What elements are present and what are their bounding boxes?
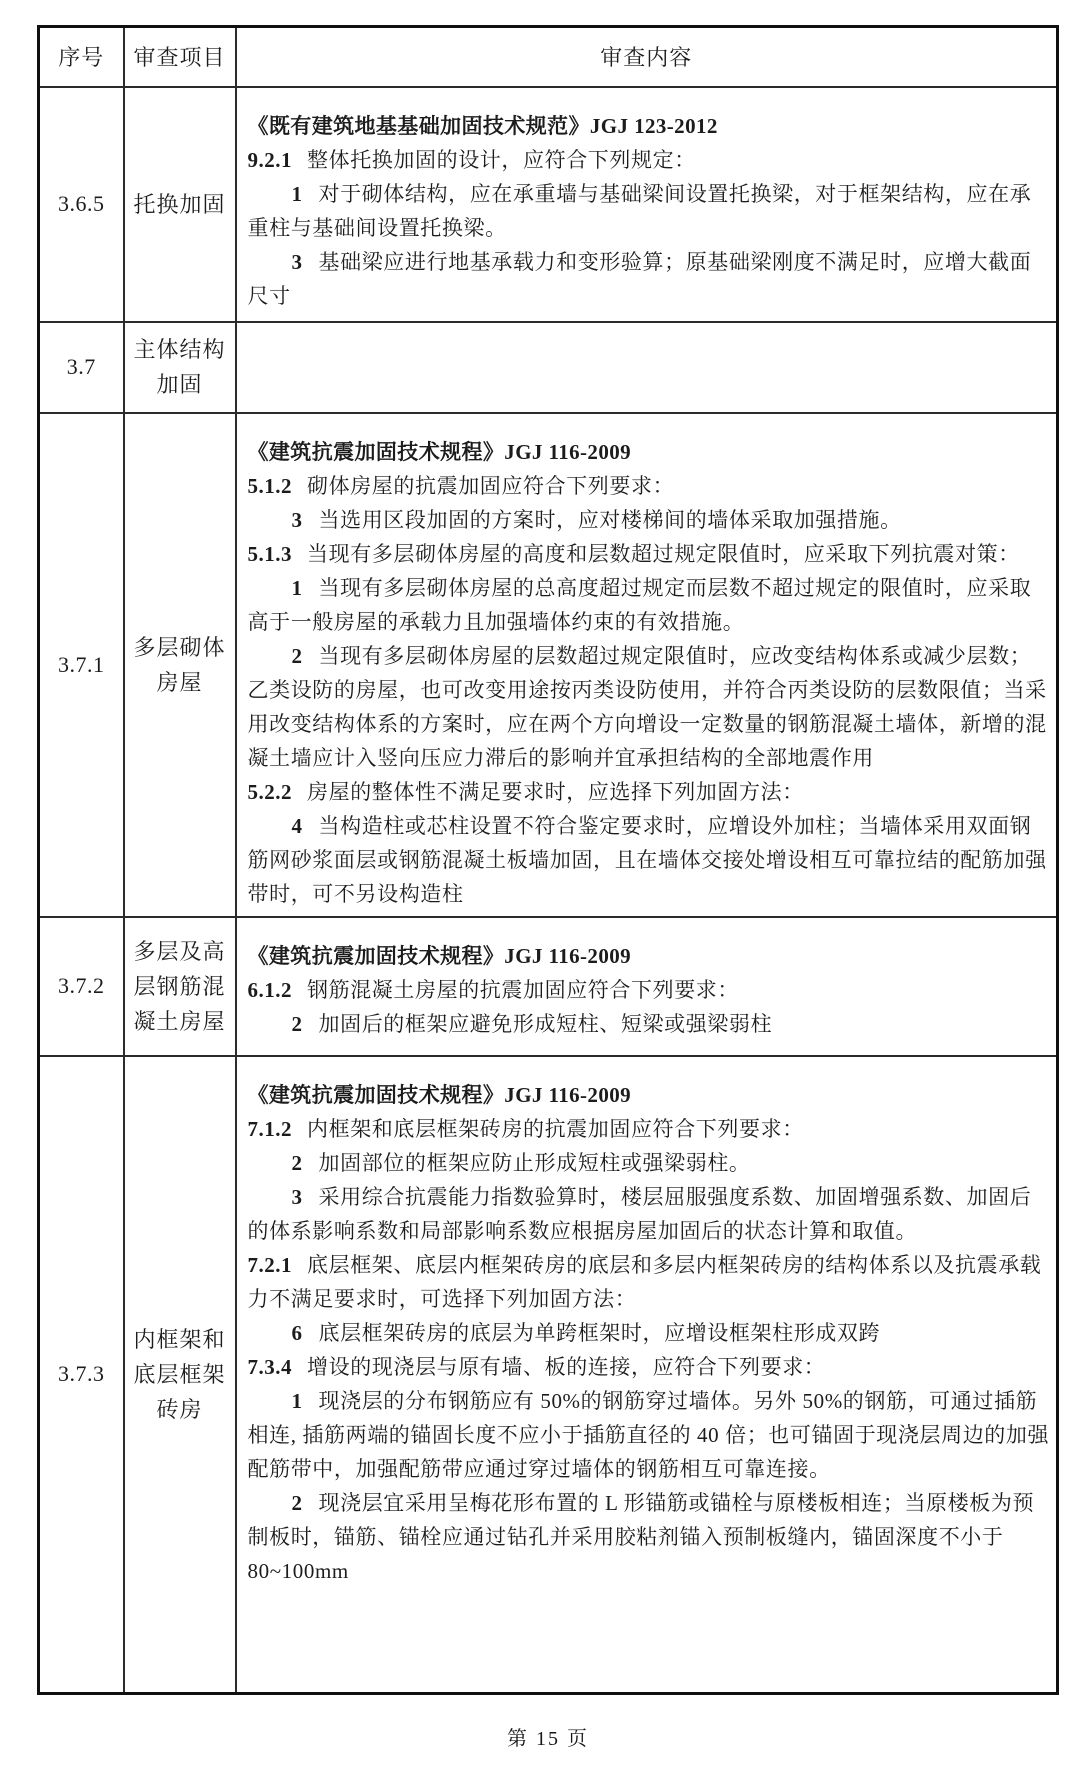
clause-text: 重柱与基础间设置托换梁。 [247,215,507,240]
clause-text: 相连, 插筋两端的锚固长度不应小于插筋直径的 40 倍；也可锚固于现浇层周边的加强 [247,1422,1050,1447]
content-line [247,1418,1050,1452]
content-line [248,1007,1047,1041]
clause-text: 当现有多层砌体房屋的总高度超过规定而层数不超过规定的限值时，应采取 [318,575,1032,600]
content-line [248,1146,1047,1180]
row-seq: 3.7.3 [39,1056,124,1694]
clause-text: 当现有多层砌体房屋的层数超过规定限值时，应改变结构体系或减少层数； [318,643,1032,668]
page-number: 第 15 页 [507,1728,589,1750]
clause-text: 80~100mm [247,1558,349,1583]
clause-number: 6.1.2 [247,977,292,1002]
content-line [248,177,1047,211]
clause-text: 底层框架、底层内框架砖房的底层和多层内框架砖房的结构体系以及抗震承载 [307,1252,1042,1277]
clause-text: 带时，可不另设构造柱 [247,881,464,906]
clause-text: 房屋的整体性不满足要求时，应选择下列加固方法： [307,779,804,804]
row-content [236,413,1058,917]
content-line [248,1486,1047,1520]
clause-number: 4 [291,813,303,838]
row-content [236,917,1058,1056]
content-line [248,1282,1047,1316]
clause-number: 6 [291,1320,303,1345]
row-item-line: 凝土房屋 [133,1008,226,1034]
row-item-line: 底层框架 [133,1361,226,1387]
clause-number: 7.1.2 [247,1116,292,1141]
clause-text: 当选用区段加固的方案时，应对楼梯间的墙体采取加强措施。 [318,507,902,532]
clause-text: 加固部位的框架应防止形成短柱或强梁弱柱。 [318,1150,751,1175]
clause-number: 2 [291,1011,303,1036]
row-seq: 3.7 [39,322,124,413]
clause-number: 3 [291,507,303,532]
row-item-line: 内框架和 [133,1326,226,1352]
clause-number: 2 [291,643,303,668]
row-item-line: 层钢筋混 [133,973,226,999]
content-line [248,469,1047,503]
clause-text: 内框架和底层框架砖房的抗震加固应符合下列要求： [307,1116,804,1141]
content-line [248,843,1047,877]
clause-text: 配筋带中，加强配筋带应通过穿过墙体的钢筋相互可靠连接。 [247,1456,831,1481]
content-line [248,143,1047,177]
clause-number: 2 [291,1490,303,1515]
content-line [248,503,1047,537]
content-line [248,245,1047,279]
table-row [39,87,1058,322]
clause-text: 凝土墙应计入竖向压应力滞后的影响并宜承担结构的全部地震作用 [247,745,874,770]
row-item-line: 房屋 [156,669,203,695]
row-item [124,87,236,322]
clause-number: 5.2.2 [247,779,292,804]
row-item-line: 多层砌体 [133,634,226,660]
clause-text: 现浇层的分布钢筋应有 50%的钢筋穿过墙体。另外 50%的钢筋，可通过插筋 [318,1388,1038,1413]
row-item [124,917,236,1056]
header-seq: 序号 [39,27,124,87]
content-line [248,1384,1047,1418]
content-line [248,1214,1047,1248]
clause-text: 整体托换加固的设计，应符合下列规定： [307,147,696,172]
clause-text: 筋网砂浆面层或钢筋混凝土板墙加固，且在墙体交接处增设相互可靠拉结的配筋加强 [247,847,1047,872]
clause-number: 9.2.1 [247,147,292,172]
clause-text: 制板时，锚筋、锚栓应通过钻孔并采用胶粘剂锚入预制板缝内，锚固深度不小于 [247,1524,1004,1549]
row-item-line: 加固 [156,372,203,397]
clause-text: 高于一般房屋的承载力且加强墙体约束的有效措施。 [247,609,745,634]
content-line [248,877,1047,911]
clause-text: 砌体房屋的抗震加固应符合下列要求： [307,473,675,498]
table-row [39,917,1058,1056]
row-item [124,322,236,413]
clause-text: 对于砌体结构，应在承重墙与基础梁间设置托换梁，对于框架结构，应在承 [318,181,1032,206]
content-line [248,571,1047,605]
table-row [39,1056,1058,1694]
clause-number: 7.3.4 [247,1354,292,1379]
content-line [248,639,1047,673]
table-row [39,322,1058,413]
clause-text: 加固后的框架应避免形成短柱、短梁或强梁弱柱 [318,1011,773,1036]
clause-text: 增设的现浇层与原有墙、板的连接，应符合下列要求： [307,1354,826,1379]
regulation-title: 《建筑抗震加固技术规程》JGJ 116-2009 [247,943,632,968]
content-line [248,1554,1047,1588]
content-line [248,1180,1047,1214]
clause-number: 7.2.1 [247,1252,292,1277]
clause-text: 当构造柱或芯柱设置不符合鉴定要求时，应增设外加柱；当墙体采用双面钢 [318,813,1032,838]
clause-text: 采用综合抗震能力指数验算时，楼层屈服强度系数、加固增强系数、加固后 [318,1184,1032,1209]
content-line [248,1112,1047,1146]
clause-text: 尺寸 [247,283,291,308]
clause-number: 1 [291,1388,303,1413]
clause-number: 5.1.2 [247,473,292,498]
table-header-row [39,27,1058,87]
content-line [248,211,1047,245]
row-seq: 3.6.5 [39,87,124,322]
clause-text: 现浇层宜采用呈梅花形布置的 L 形锚筋或锚栓与原楼板相连；当原楼板为预 [318,1490,1035,1515]
content-line [248,741,1047,775]
row-item-line: 多层及高 [133,938,226,964]
content-line [248,279,1047,313]
row-content [236,1056,1058,1694]
row-item [124,1056,236,1694]
content-line [248,1452,1047,1486]
table-row [39,413,1058,917]
clause-text: 基础梁应进行地基承载力和变形验算；原基础梁刚度不满足时，应增大截面 [318,249,1032,274]
regulation-title: 《建筑抗震加固技术规程》JGJ 116-2009 [247,439,632,464]
clause-text: 底层框架砖房的底层为单跨框架时，应增设框架柱形成双跨 [318,1320,881,1345]
clause-number: 3 [291,1184,303,1209]
content-line [248,809,1047,843]
row-item-line: 托换加固 [133,191,226,217]
content-line [248,775,1047,809]
clause-text: 当现有多层砌体房屋的高度和层数超过规定限值时，应采取下列抗震对策： [307,541,1020,566]
content-line [248,1316,1047,1350]
clause-number: 5.1.3 [247,541,292,566]
clause-text: 钢筋混凝土房屋的抗震加固应符合下列要求： [307,977,739,1002]
content-line [248,973,1047,1007]
content-line [248,707,1047,741]
content-line [248,537,1047,571]
content-line [248,1350,1047,1384]
row-item-line: 主体结构 [133,337,226,362]
row-item [124,413,236,917]
row-content [236,322,1058,413]
content-line [248,605,1047,639]
clause-number: 1 [291,575,303,600]
clause-number: 3 [291,249,303,274]
clause-text: 力不满足要求时，可选择下列加固方法： [247,1286,637,1311]
clause-text: 乙类设防的房屋，也可改变用途按丙类设防使用，并符合丙类设防的层数限值；当采 [247,677,1047,702]
header-content: 审查内容 [236,27,1058,87]
clause-number: 1 [291,181,303,206]
clause-text: 用改变结构体系的方案时，应在两个方向增设一定数量的钢筋混凝土墙体，新增的混 [247,711,1047,736]
content-line [248,673,1047,707]
review-table [37,25,1059,1695]
regulation-title: 《既有建筑地基基础加固技术规范》JGJ 123-2012 [247,113,718,138]
regulation-title: 《建筑抗震加固技术规程》JGJ 116-2009 [247,1082,632,1107]
clause-number: 2 [291,1150,303,1175]
content-line [248,1520,1047,1554]
clause-text: 的体系影响系数和局部影响系数应根据房屋加固后的状态计算和取值。 [247,1218,918,1243]
row-item-line: 砖房 [156,1396,203,1422]
row-content [236,87,1058,322]
content-line [248,1248,1047,1282]
row-seq: 3.7.2 [39,917,124,1056]
header-item: 审查项目 [124,27,236,87]
row-seq: 3.7.1 [39,413,124,917]
